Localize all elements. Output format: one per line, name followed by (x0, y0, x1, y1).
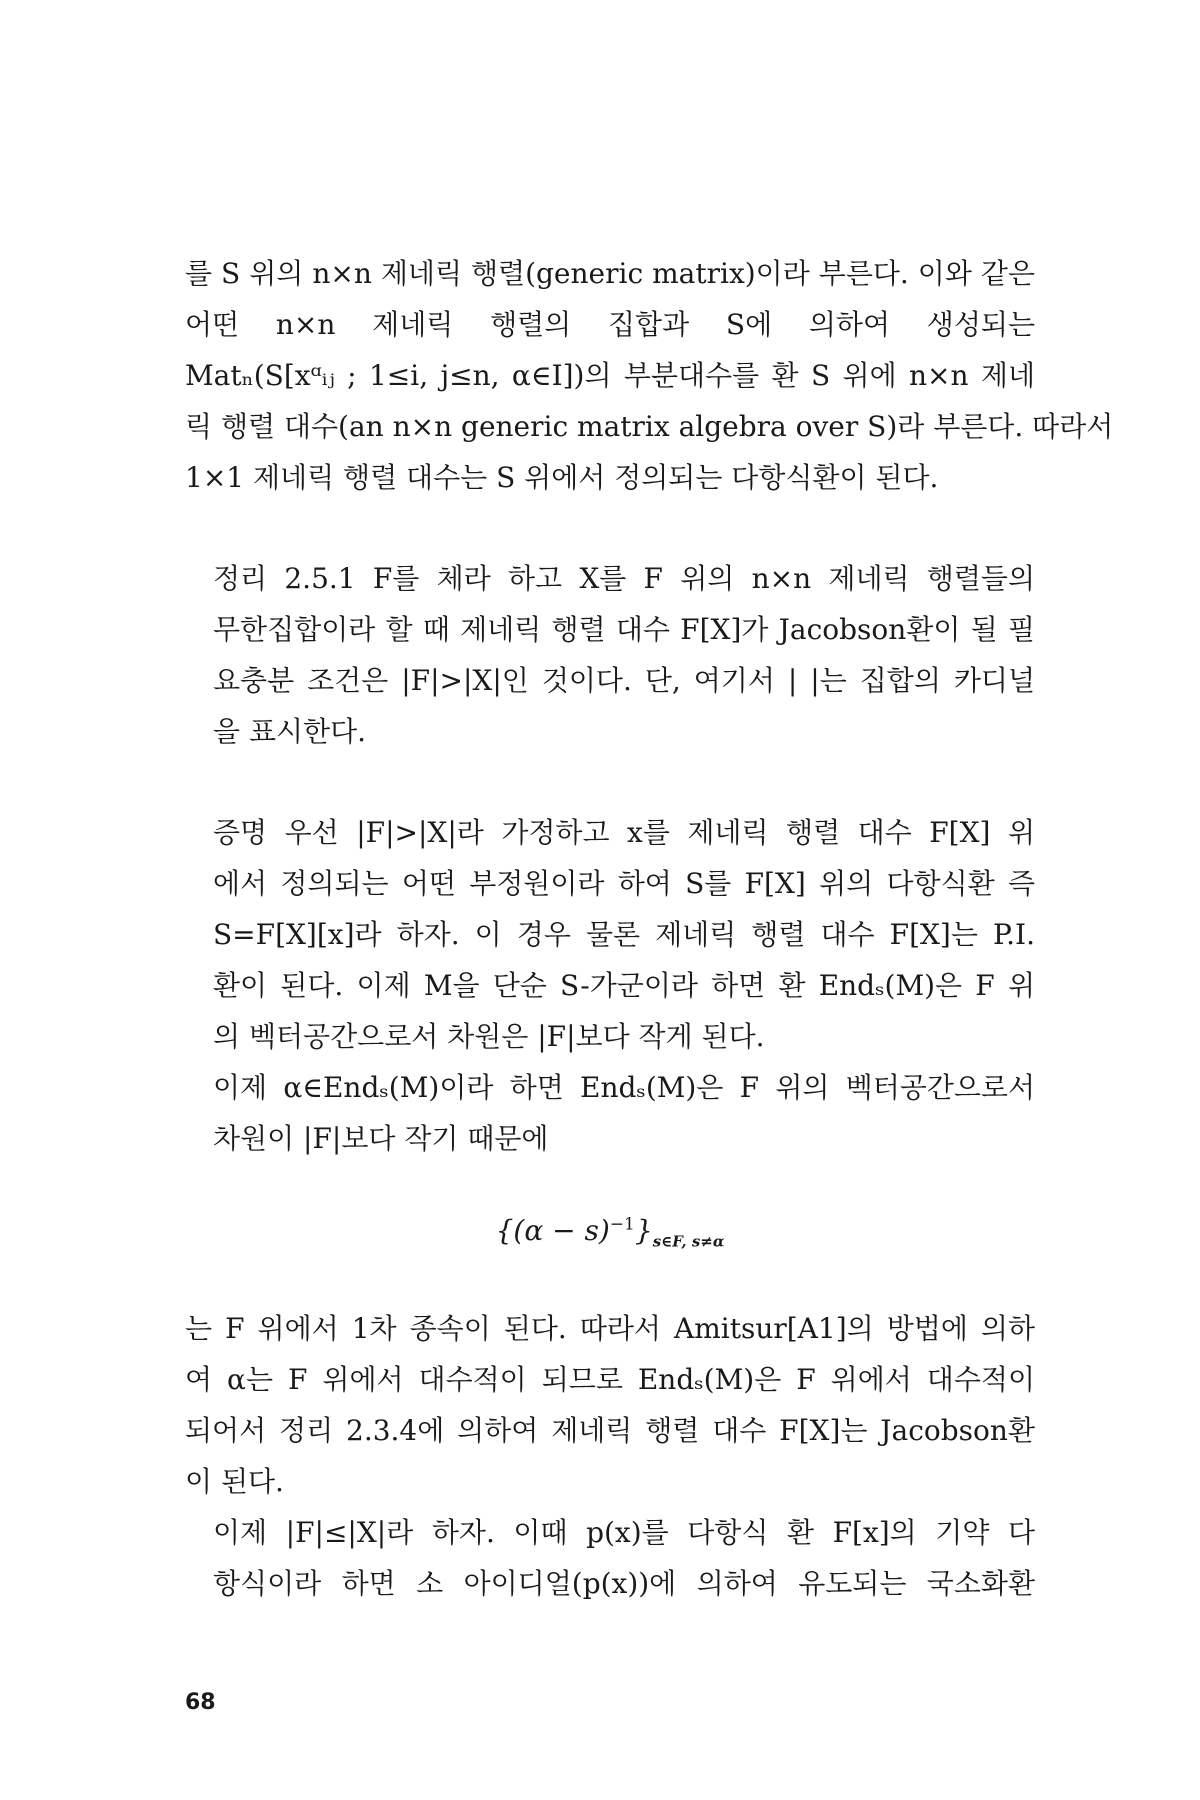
text-line: 1×1 제네릭 행렬 대수는 S 위에서 정의되는 다항식환이 된다. (185, 461, 939, 494)
text-line: 이제 |F|≤|X|라 하자. 이때 p(x)를 다항식 환 F[x]의 기약 다 (213, 1515, 1035, 1549)
spacer (185, 503, 1035, 553)
text-line: 요충분 조건은 |F|>|X|인 것이다. 단, 여기서 | |는 집합의 카디널 (213, 664, 1035, 697)
text-line: 는 F 위에서 1차 종속이 된다. 따라서 Amitsur[A1]의 방법에 의하 (185, 1311, 1035, 1345)
text-line: 릭 행렬 대수(an n×n generic matrix algebra over S)라 부른다. 따라서 (185, 410, 1114, 443)
text-line: 를 S 위의 n×n 제네릭 행렬(generic matrix)이라 부른다. 이와 같은 (185, 257, 1035, 290)
text-line: 환이 된다. 이제 M을 단순 S-가군이라 하면 환 Endₛ(M)은 F 위 (213, 969, 1035, 1002)
display-formula (185, 1214, 1035, 1251)
formula-subscript: s∈F, s≠α (652, 1232, 725, 1251)
text-line: Matₙ(S[xᵅᵢⱼ ; 1≤i, j≤n, α∈I])의 부분대수를 환 S 위에 n×n 제네 (185, 359, 1035, 392)
paragraph-converse-case (185, 1507, 1035, 1609)
page-body (185, 248, 1114, 1609)
text-line: 무한집합이라 할 때 제네릭 행렬 대수 F[X]가 Jacobson환이 될 필 (213, 613, 1035, 646)
proof-paragraph (185, 807, 1035, 1062)
text-line: 이제 α∈Endₛ(M)이라 하면 Endₛ(M)은 F 위의 벡터공간으로서 (213, 1071, 1035, 1104)
text-line: 차원이 |F|보다 작기 때문에 (213, 1122, 549, 1155)
text-line: 정리 2.5.1 F를 체라 하고 X를 F 위의 n×n 제네릭 행렬들의 (213, 562, 1035, 595)
page-number: 68 (185, 1690, 216, 1715)
theorem-2-5-1 (185, 553, 1035, 757)
text-line: 을 표시한다. (213, 715, 367, 748)
proof-continuation (185, 1062, 1035, 1164)
formula-exponent: −1 (609, 1214, 635, 1235)
text-line: 항식이라 하면 소 아이디얼(p(x))에 의하여 유도되는 국소화환 (213, 1566, 1035, 1600)
text-line: 이 된다. (185, 1464, 284, 1498)
text-line: 증명 우선 |F|>|X|라 가정하고 x를 제네릭 행렬 대수 F[X] 위 (213, 816, 1035, 849)
formula-main: {(α − s) (495, 1214, 610, 1247)
paragraph-generic-matrix-definition (185, 248, 1114, 503)
text-line: 의 벡터공간으로서 차원은 |F|보다 작게 된다. (213, 1020, 765, 1053)
formula-close: } (634, 1214, 653, 1247)
text-line: 어떤 n×n 제네릭 행렬의 집합과 S에 의하여 생성되는 (185, 308, 1035, 341)
text-line: S=F[X][x]라 하자. 이 경우 물론 제네릭 행렬 대수 F[X]는 P.I. (213, 918, 1035, 951)
text-line: 여 α는 F 위에서 대수적이 되므로 Endₛ(M)은 F 위에서 대수적이 (185, 1362, 1035, 1396)
spacer (185, 757, 1035, 807)
text-line: 에서 정의되는 어떤 부정원이라 하여 S를 F[X] 위의 다항식환 즉 (213, 867, 1035, 900)
text-line: 되어서 정리 2.3.4에 의하여 제네릭 행렬 대수 F[X]는 Jacobson환 (185, 1413, 1035, 1447)
paragraph-linear-dependence (185, 1303, 1035, 1507)
